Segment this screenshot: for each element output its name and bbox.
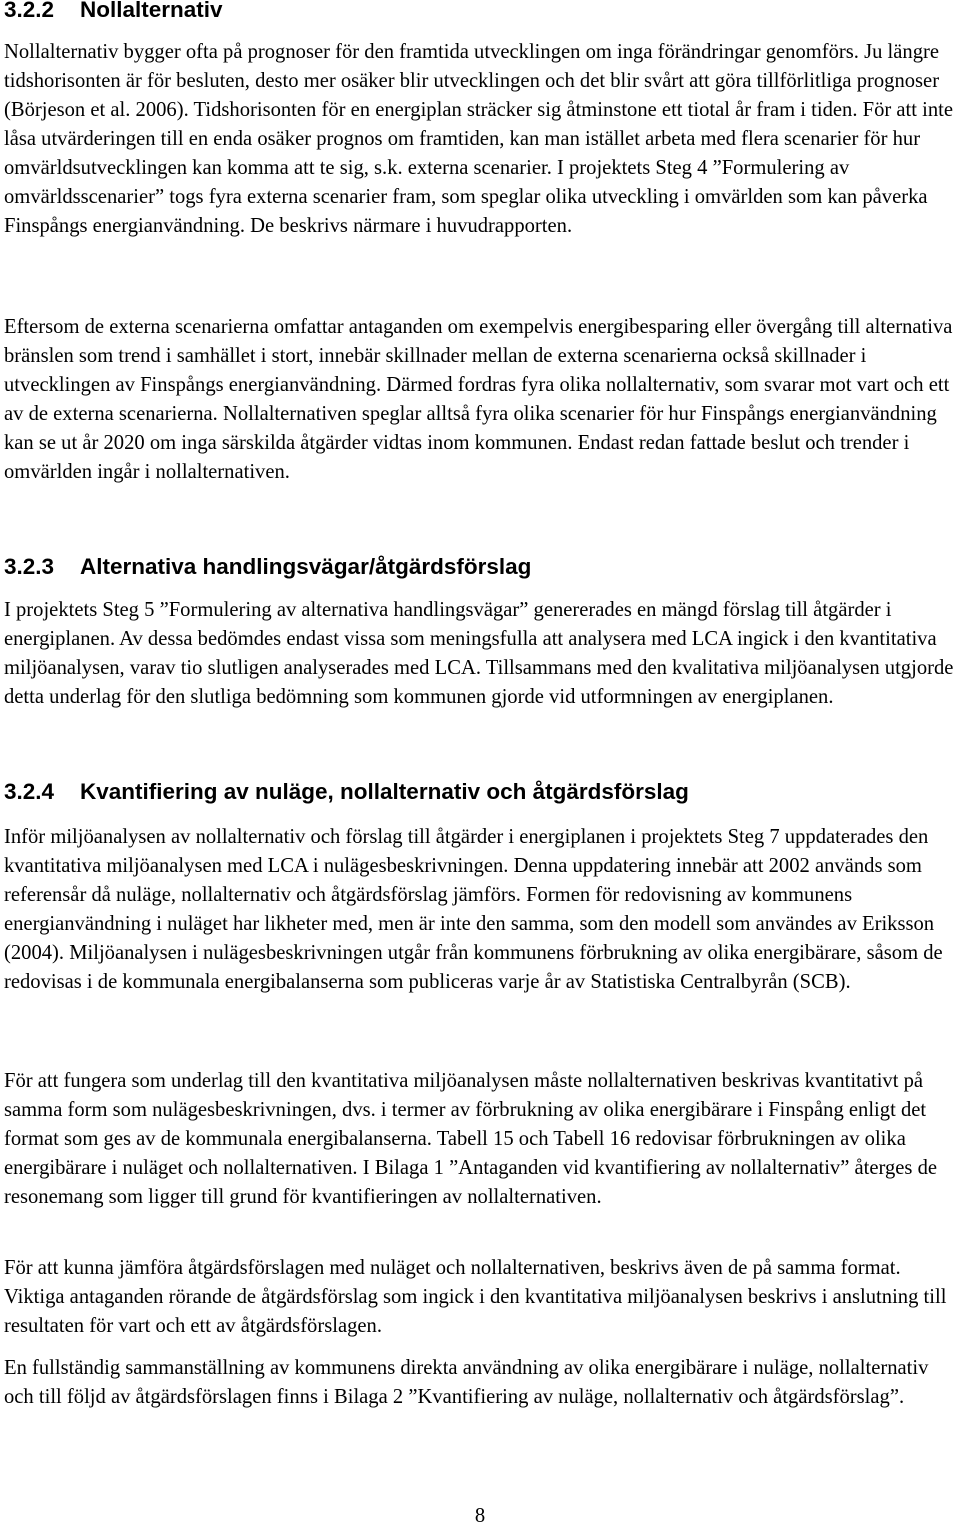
paragraph: I projektets Steg 5 ”Formulering av alternativa handlingsvägar” genererades en mängd förslag till åtgärder i energiplanen. Av dessa bedömdes endast vissa som meningsfulla att analysera med LCA ingick i den kvantitativa miljöanalysen, varav tio slutligen analyserades med LCA. Tillsammans med den kvalitativa miljöanalysen utgjorde detta underlag för den slutliga bedömning som kommunen gjorde vid utformningen av energiplanen. <box>4 599 954 708</box>
paragraph: En fullständig sammanställning av kommunens direkta användning av olika energibärare i nuläge, nollalternativ och till följd av åtgärdsförslagen finns i Bilaga 2 ”Kvantifiering av nuläge, nollalternativ och åtgärdsförslag”. <box>4 1357 929 1408</box>
paragraph: Nollalternativ bygger ofta på prognoser för den framtida utvecklingen om inga förändringar genomförs. Ju längre tidshorisonten är för besluten, desto mer osäker blir utvecklingen och det blir svårt att göra tillförlitliga prognoser (Börjeson et al. 2006). Tidshorisonten för en energiplan sträcker sig åtminstone ett tiotal år fram i tiden. För att inte låsa utvärderingen till en enda osäker prognos om framtiden, kan man istället arbeta med flera scenarier för hur omvärldsutvecklingen kan komma att te sig, s.k. externa scenarier. I projektets Steg 4 ”Formulering av omvärldsscenarier” togs fyra externa scenarier fram, som speglar olika utveckling i omvärlden som kan påverka Finspångs energianvändning. De beskrivs närmare i huvudrapporten. <box>4 41 954 237</box>
section-number: 3.2.3 <box>4 554 55 579</box>
section-number: 3.2.2 <box>4 0 55 22</box>
page-number: 8 <box>474 1505 486 1527</box>
section-title: Alternativa handlingsvägar/åtgärdsförslag <box>80 554 532 579</box>
section-title: Kvantifiering av nuläge, nollalternativ och åtgärdsförslag <box>80 779 689 804</box>
section-heading-3-2-4 <box>4 779 689 805</box>
paragraph: Inför miljöanalysen av nollalternativ och förslag till åtgärder i energiplanen i projektets Steg 7 uppdaterades den kvantitativa miljöanalysen med LCA i nulägesbeskrivningen. Denna uppdatering innebär att 2002 används som referensår då nuläge, nollalternativ och åtgärdsförslag jämförs. Formen för redovisning av kommunens energianvändning i nuläget har likheter med, men är inte den samma, som den modell som användes av Eriksson (2004). Miljöanalysen i nulägesbeskrivningen utgår från kommunens förbrukning av olika energibärare, såsom de redovisas i de kommunala energibalanserna som publiceras varje år av Statistiska Centralbyrån (SCB). <box>4 826 943 993</box>
paragraph: För att fungera som underlag till den kvantitativa miljöanalysen måste nollalternativen beskrivas kvantitativt på samma form som nulägesbeskrivningen, dvs. i termer av förbrukning av olika energibärare i Finspång enligt det format som ges av de kommunala energibalanserna. Tabell 15 och Tabell 16 redovisar förbrukningen av olika energibärare i nuläget och nollalternativen. I Bilaga 1 ”Antaganden vid kvantifiering av nollalternativ” återges de resonemang som ligger till grund för kvantifieringen av nollalternativen. <box>4 1070 938 1208</box>
paragraph: För att kunna jämföra åtgärdsförslagen med nuläget och nollalternativen, beskrivs även de på samma format. Viktiga antaganden rörande de åtgärdsförslag som ingick i den kvantitativa miljöanalysen beskrivs i anslutning till resultaten för vart och ett av åtgärdsförslagen. <box>4 1257 947 1337</box>
paragraph: Eftersom de externa scenarierna omfattar antaganden om exempelvis energibesparing eller övergång till alternativa bränslen som trend i samhället i stort, innebär skillnader mellan de externa scenarierna också skillnader i utvecklingen av Finspångs energianvändning. Därmed fordras fyra olika nollalternativ, som svarar mot vart och ett av de externa scenarierna. Nollalternativen speglar alltså fyra olika scenarier för hur Finspångs energianvändning kan se ut år 2020 om inga särskilda åtgärder vidtas inom kommunen. Endast redan fattade beslut och trender i omvärlden ingår i nollalternativen. <box>4 316 953 483</box>
section-heading-3-2-3 <box>4 554 531 580</box>
section-title: Nollalternativ <box>80 0 223 22</box>
section-heading-3-2-2 <box>4 0 223 23</box>
section-number: 3.2.4 <box>4 779 55 804</box>
